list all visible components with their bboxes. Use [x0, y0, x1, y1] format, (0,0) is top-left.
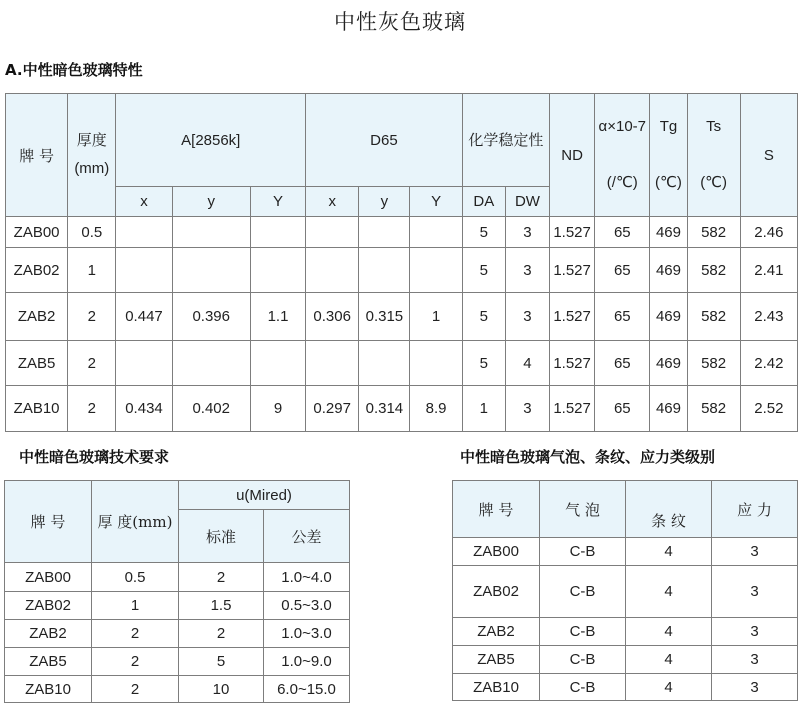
defect-grades-table: [452, 480, 798, 701]
cell: 65: [595, 248, 650, 293]
cell: 0.5: [68, 217, 116, 248]
header-a-y: y: [172, 187, 250, 217]
cell: 1.0~4.0: [264, 563, 350, 592]
cell: 0.306: [306, 293, 359, 341]
cell: 2: [179, 620, 264, 648]
header-thickness-unit: (mm): [74, 160, 110, 177]
table-row: [6, 293, 798, 341]
glass-properties-table: [5, 93, 798, 432]
cell: ZAB02: [5, 592, 92, 620]
header-d65-Y: Y: [410, 187, 462, 217]
cell: [116, 217, 172, 248]
cell: 1: [410, 293, 462, 341]
cell: 1.1: [250, 293, 305, 341]
header-s: S: [740, 94, 797, 217]
cell: ZAB5: [453, 646, 540, 674]
cell: [410, 341, 462, 386]
header-standard: 标准: [179, 510, 264, 563]
header-d65-x: x: [306, 187, 359, 217]
cell: 1.527: [550, 341, 595, 386]
cell: [250, 217, 305, 248]
header-ts-unit: (℃): [700, 174, 728, 191]
cell: 469: [650, 217, 687, 248]
cell: 5: [462, 341, 505, 386]
cell: 3: [505, 293, 549, 341]
cell: ZAB10: [5, 676, 92, 703]
table-row: [5, 592, 350, 620]
header-stress: 应 力: [712, 481, 798, 538]
cell: [306, 217, 359, 248]
header-tg-unit: (℃): [655, 174, 682, 191]
cell: 0.396: [172, 293, 250, 341]
cell: 0.314: [359, 386, 410, 432]
cell: 1.527: [550, 248, 595, 293]
cell: 4: [626, 566, 712, 618]
header-thickness: 厚 度(mm): [92, 481, 179, 563]
cell: 582: [687, 217, 740, 248]
cell: ZAB5: [6, 341, 68, 386]
header-da: DA: [462, 187, 505, 217]
cell: [250, 341, 305, 386]
cell: 4: [626, 646, 712, 674]
header-tg-label: Tg: [659, 118, 678, 135]
cell: 3: [712, 674, 798, 701]
cell: 4: [505, 341, 549, 386]
cell: 3: [712, 566, 798, 618]
cell: 2: [92, 620, 179, 648]
table-row: [453, 538, 798, 566]
header-tg: [650, 94, 687, 217]
section-b-title: 中性暗色玻璃技术要求: [19, 448, 170, 466]
cell: [306, 248, 359, 293]
section-a-title: A.中性暗色玻璃特性: [5, 61, 143, 79]
header-alpha-unit: (/℃): [606, 174, 638, 191]
cell: 1: [92, 592, 179, 620]
cell: ZAB00: [5, 563, 92, 592]
cell: [306, 341, 359, 386]
table-row: [6, 248, 798, 293]
cell: 582: [687, 341, 740, 386]
cell: 2: [68, 386, 116, 432]
cell: 469: [650, 293, 687, 341]
header-ts: [687, 94, 740, 217]
table-row: [5, 676, 350, 703]
cell: 1.0~9.0: [264, 648, 350, 676]
cell: 65: [595, 386, 650, 432]
cell: 2.46: [740, 217, 797, 248]
cell: 4: [626, 674, 712, 701]
cell: C-B: [540, 674, 626, 701]
table-row: [453, 566, 798, 618]
header-brand: 牌 号: [6, 94, 68, 217]
cell: ZAB00: [6, 217, 68, 248]
cell: 2.41: [740, 248, 797, 293]
cell: 0.447: [116, 293, 172, 341]
cell: 2.42: [740, 341, 797, 386]
header-thickness-label: 厚度: [76, 132, 107, 149]
cell: C-B: [540, 538, 626, 566]
cell: 469: [650, 248, 687, 293]
cell: [116, 341, 172, 386]
cell: 0.434: [116, 386, 172, 432]
technical-requirements-table: [4, 480, 350, 703]
header-bubble: 气 泡: [540, 481, 626, 538]
header-thickness: [68, 94, 116, 217]
cell: [172, 248, 250, 293]
header-a-x: x: [116, 187, 172, 217]
header-u-mired: u(Mired): [179, 481, 350, 510]
table-row: [453, 674, 798, 701]
cell: 65: [595, 217, 650, 248]
cell: 0.297: [306, 386, 359, 432]
cell: 6.0~15.0: [264, 676, 350, 703]
cell: 0.315: [359, 293, 410, 341]
cell: ZAB00: [453, 538, 540, 566]
cell: C-B: [540, 618, 626, 646]
table-row: [453, 646, 798, 674]
cell: 4: [626, 618, 712, 646]
header-d65-y: y: [359, 187, 410, 217]
cell: [359, 217, 410, 248]
table-row: [453, 618, 798, 646]
cell: ZAB10: [453, 674, 540, 701]
cell: [250, 248, 305, 293]
cell: [359, 248, 410, 293]
cell: C-B: [540, 646, 626, 674]
header-brand: 牌 号: [453, 481, 540, 538]
cell: 3: [712, 618, 798, 646]
cell: [359, 341, 410, 386]
cell: 5: [179, 648, 264, 676]
cell: [410, 217, 462, 248]
header-brand: 牌 号: [5, 481, 92, 563]
cell: 3: [505, 386, 549, 432]
cell: 1.527: [550, 293, 595, 341]
page-title: 中性灰色玻璃: [334, 10, 466, 34]
header-dw: DW: [505, 187, 549, 217]
cell: [172, 217, 250, 248]
header-tolerance: 公差: [264, 510, 350, 563]
cell: 1.527: [550, 217, 595, 248]
cell: 65: [595, 293, 650, 341]
cell: ZAB02: [6, 248, 68, 293]
cell: 5: [462, 217, 505, 248]
cell: 2.52: [740, 386, 797, 432]
cell: 582: [687, 248, 740, 293]
cell: 1.0~3.0: [264, 620, 350, 648]
cell: 2: [68, 341, 116, 386]
cell: 4: [626, 538, 712, 566]
cell: 5: [462, 293, 505, 341]
cell: 3: [505, 217, 549, 248]
cell: 65: [595, 341, 650, 386]
cell: ZAB10: [6, 386, 68, 432]
header-d65: D65: [306, 94, 463, 187]
table-row: [5, 648, 350, 676]
header-a-Y: Y: [250, 187, 305, 217]
header-a2856: A[2856k]: [116, 94, 306, 187]
cell: 582: [687, 386, 740, 432]
header-ts-label: Ts: [706, 118, 722, 135]
cell: 9: [250, 386, 305, 432]
cell: 469: [650, 341, 687, 386]
cell: 2.43: [740, 293, 797, 341]
cell: 1: [462, 386, 505, 432]
cell: [410, 248, 462, 293]
cell: 0.5~3.0: [264, 592, 350, 620]
section-c-title: 中性暗色玻璃气泡、条纹、应力类级别: [460, 448, 716, 466]
table-row: [6, 386, 798, 432]
cell: 2: [68, 293, 116, 341]
header-nd: ND: [550, 94, 595, 217]
cell: [116, 248, 172, 293]
table-row: [6, 217, 798, 248]
cell: 2: [92, 648, 179, 676]
cell: 2: [92, 676, 179, 703]
table-row: [6, 341, 798, 386]
header-chemical-stability: 化学稳定性: [462, 94, 549, 187]
cell: 1.5: [179, 592, 264, 620]
table-row: [5, 620, 350, 648]
cell: 3: [712, 646, 798, 674]
cell: 8.9: [410, 386, 462, 432]
header-alpha: [595, 94, 650, 217]
cell: ZAB2: [5, 620, 92, 648]
cell: 2: [179, 563, 264, 592]
cell: 3: [505, 248, 549, 293]
cell: ZAB02: [453, 566, 540, 618]
header-stripe: 条 纹: [626, 481, 712, 538]
cell: 582: [687, 293, 740, 341]
cell: ZAB5: [5, 648, 92, 676]
cell: 10: [179, 676, 264, 703]
cell: C-B: [540, 566, 626, 618]
cell: 5: [462, 248, 505, 293]
cell: ZAB2: [6, 293, 68, 341]
header-alpha-label: α×10-7: [598, 118, 647, 135]
cell: 1: [68, 248, 116, 293]
cell: 3: [712, 538, 798, 566]
cell: 0.402: [172, 386, 250, 432]
cell: ZAB2: [453, 618, 540, 646]
cell: 469: [650, 386, 687, 432]
cell: 1.527: [550, 386, 595, 432]
cell: [172, 341, 250, 386]
cell: 0.5: [92, 563, 179, 592]
table-row: [5, 563, 350, 592]
